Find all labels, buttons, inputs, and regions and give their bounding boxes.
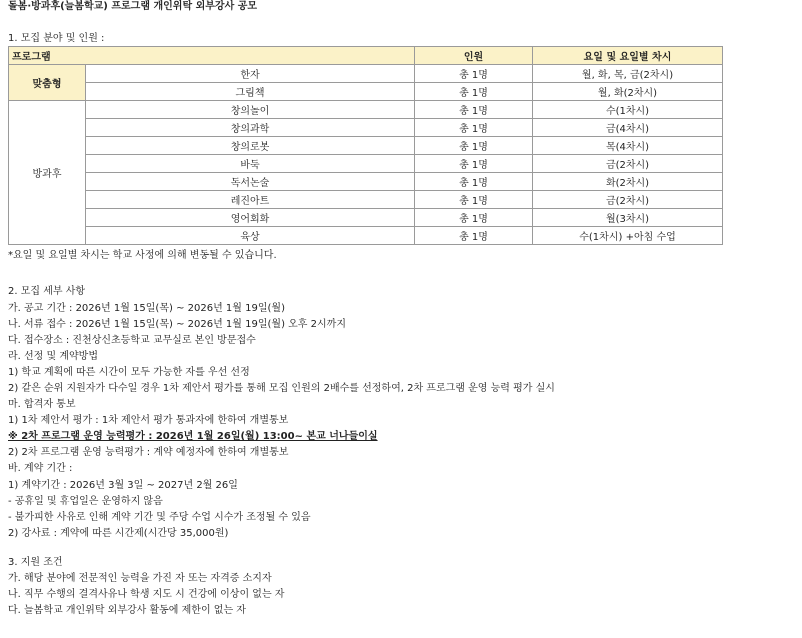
section3-line: 가. 해당 분야에 전문적인 능력을 가진 자 또는 자격증 소지자 xyxy=(8,573,272,584)
table-header-row xyxy=(9,47,723,65)
program-count: 총 1명 xyxy=(415,119,533,137)
program-schedule: 금(2차시) xyxy=(533,191,723,209)
section1-heading: 1. 모집 분야 및 인원 : xyxy=(8,33,105,44)
program-count: 총 1명 xyxy=(415,83,533,101)
table-row xyxy=(9,191,723,209)
program-schedule: 월, 화(2차시) xyxy=(533,83,723,101)
program-count: 총 1명 xyxy=(415,191,533,209)
program-count: 총 1명 xyxy=(415,137,533,155)
section2-line: - 공휴일 및 휴업일은 운영하지 않음 xyxy=(8,496,163,507)
evaluation-schedule-notice: ※ 2차 프로그램 운영 능력평가 : 2026년 1월 26일(월) 13:00~ 본교 너나들이실 xyxy=(8,431,378,442)
program-schedule: 월, 화, 목, 금(2차시) xyxy=(533,65,723,83)
section2-line: - 불가피한 사유로 인해 계약 기간 및 주당 수업 시수가 조정될 수 있음 xyxy=(8,512,311,523)
table-row xyxy=(9,119,723,137)
section2-line: 2) 2차 프로그램 운영 능력평가 : 계약 예정자에 한하여 개별통보 xyxy=(8,447,289,458)
program-table xyxy=(8,46,723,245)
program-name: 창의과학 xyxy=(86,119,415,137)
section2-line: 가. 공고 기간 : 2026년 1월 15일(목) ~ 2026년 1월 19일(월) xyxy=(8,303,285,314)
program-name: 바둑 xyxy=(86,155,415,173)
program-schedule: 수(1차시) +아침 수업 xyxy=(533,227,723,245)
section2-line: 마. 합격자 통보 xyxy=(8,399,76,410)
section2-line: 1) 1차 제안서 평가 : 1차 제안서 평가 통과자에 한하여 개별통보 xyxy=(8,415,289,426)
section2-line: 2) 같은 순위 지원자가 다수일 경우 1차 제안서 평가를 통해 모집 인원의 2배수를 선정하여, 2차 프로그램 운영 능력 평가 실시 xyxy=(8,383,555,394)
header-schedule: 요일 및 요일별 차시 xyxy=(533,47,723,65)
program-schedule: 금(4차시) xyxy=(533,119,723,137)
program-schedule: 금(2차시) xyxy=(533,155,723,173)
schedule-note: *요일 및 요일별 차시는 학교 사정에 의해 변동될 수 있습니다. xyxy=(8,250,277,261)
table-row xyxy=(9,137,723,155)
section2-line: 나. 서류 접수 : 2026년 1월 15일(목) ~ 2026년 1월 19일(월) 오후 2시까지 xyxy=(8,319,346,330)
table-row xyxy=(9,83,723,101)
program-count: 총 1명 xyxy=(415,227,533,245)
program-count: 총 1명 xyxy=(415,155,533,173)
program-name: 창의로봇 xyxy=(86,137,415,155)
header-count: 인원 xyxy=(415,47,533,65)
program-schedule: 월(3차시) xyxy=(533,209,723,227)
program-name: 독서논술 xyxy=(86,173,415,191)
section3-line: 다. 늘봄학교 개인위탁 외부강사 활동에 제한이 없는 자 xyxy=(8,605,246,616)
program-name: 그림책 xyxy=(86,83,415,101)
program-count: 총 1명 xyxy=(415,65,533,83)
program-name: 육상 xyxy=(86,227,415,245)
program-name: 레진아트 xyxy=(86,191,415,209)
section2-line: 2) 강사료 : 계약에 따른 시간제(시간당 35,000원) xyxy=(8,528,229,539)
section2-heading: 2. 모집 세부 사항 xyxy=(8,286,86,297)
section2-line: 다. 접수장소 : 진천상신초등학교 교무실로 본인 방문접수 xyxy=(8,335,256,346)
document-title: 돌봄·방과후(늘봄학교) 프로그램 개인위탁 외부강사 공모 xyxy=(8,1,258,12)
table-row xyxy=(9,101,723,119)
table-row xyxy=(9,65,723,83)
program-count: 총 1명 xyxy=(415,101,533,119)
section3-line: 나. 직무 수행의 결격사유나 학생 지도 시 건강에 이상이 없는 자 xyxy=(8,589,285,600)
program-schedule: 화(2차시) xyxy=(533,173,723,191)
program-name: 영어회화 xyxy=(86,209,415,227)
group-label-afterschool: 방과후 xyxy=(9,101,86,245)
header-program: 프로그램 xyxy=(9,47,415,65)
section2-line: 바. 계약 기간 : xyxy=(8,463,73,474)
table-row xyxy=(9,209,723,227)
section2-line: 1) 계약기간 : 2026년 3월 3일 ~ 2027년 2월 26일 xyxy=(8,480,238,491)
program-count: 총 1명 xyxy=(415,173,533,191)
group-label-custom: 맞춤형 xyxy=(9,65,86,101)
program-count: 총 1명 xyxy=(415,209,533,227)
program-schedule: 목(4차시) xyxy=(533,137,723,155)
section3-heading: 3. 지원 조건 xyxy=(8,557,63,568)
section2-line: 라. 선정 및 계약방법 xyxy=(8,351,98,362)
table-row xyxy=(9,227,723,245)
program-name: 창의놀이 xyxy=(86,101,415,119)
table-row xyxy=(9,173,723,191)
program-name: 한자 xyxy=(86,65,415,83)
section2-line: 1) 학교 계획에 따른 시간이 모두 가능한 자를 우선 선정 xyxy=(8,367,250,378)
table-row xyxy=(9,155,723,173)
program-schedule: 수(1차시) xyxy=(533,101,723,119)
